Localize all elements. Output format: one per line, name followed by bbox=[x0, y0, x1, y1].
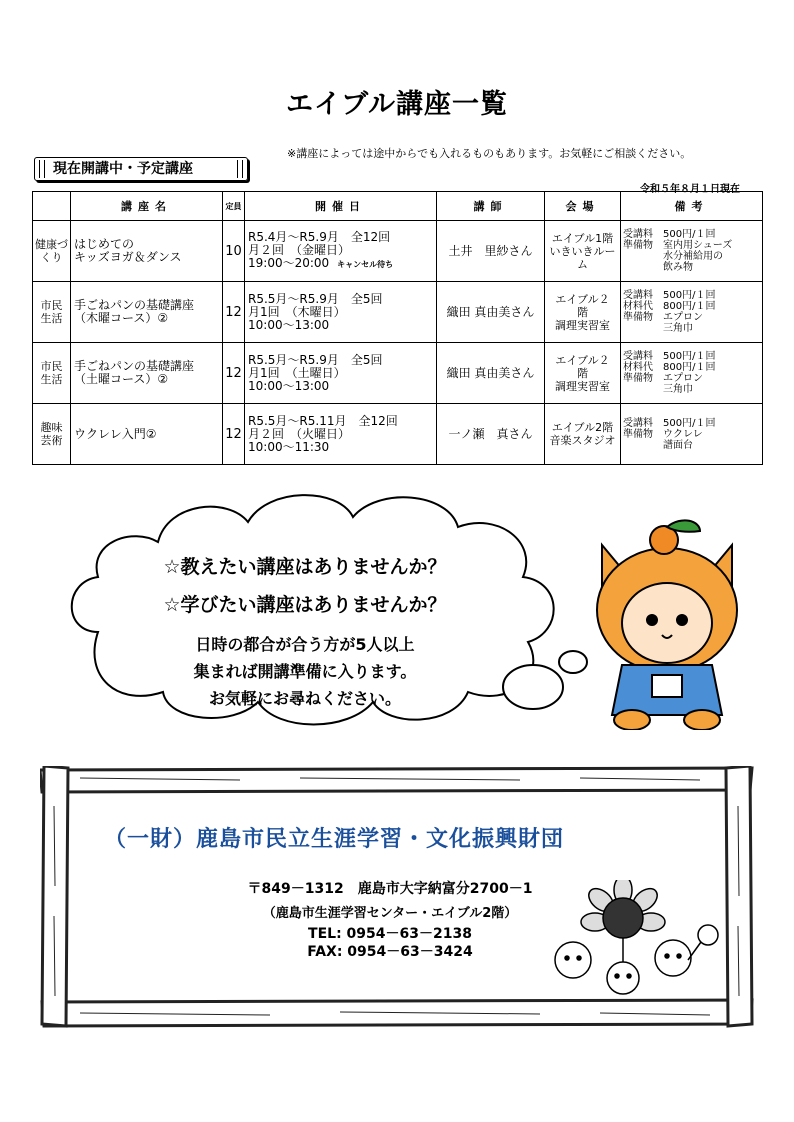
course-capacity: 12 bbox=[223, 343, 245, 404]
header-venue: 会場 bbox=[545, 192, 621, 221]
table-row bbox=[33, 221, 763, 282]
postal-address: 〒849－1312 鹿島市大字納富分2700－1 bbox=[247, 881, 533, 897]
bubble-message-line2: 集まれば開講準備に入ります。 bbox=[193, 662, 417, 681]
course-teacher: 織田 真由美さん bbox=[437, 282, 545, 343]
header-capacity: 定員 bbox=[223, 192, 245, 221]
notice-text: ※講座によっては途中からでも入れるものもあります。お気軽にご相談ください。 bbox=[287, 147, 692, 160]
course-venue: エイブル2階 音楽スタジオ bbox=[545, 404, 621, 465]
telephone-number: TEL: 0954－63－2138 bbox=[308, 926, 472, 942]
header-dates: 開催日 bbox=[245, 192, 437, 221]
fax-number: FAX: 0954－63－3424 bbox=[307, 944, 473, 960]
table-header-row bbox=[33, 192, 763, 221]
course-table bbox=[32, 191, 763, 465]
course-capacity: 12 bbox=[223, 404, 245, 465]
page-title: エイブル講座一覧 bbox=[285, 89, 509, 120]
sunflower-characters-illustration bbox=[543, 880, 723, 1005]
header-teacher: 講師 bbox=[437, 192, 545, 221]
course-category: 趣味 芸術 bbox=[33, 404, 71, 465]
course-venue: エイブル２ 階 調理実習室 bbox=[545, 282, 621, 343]
course-category: 健康づ くり bbox=[33, 221, 71, 282]
course-notes: 受講料 500円/１回 材料代 800円/１回 準備物 エプロン 三角巾 bbox=[621, 282, 763, 343]
course-name: 手ごねパンの基礎講座 （土曜コース）② bbox=[71, 343, 223, 404]
question-teach: ☆教えたい講座はありませんか？ bbox=[163, 556, 447, 578]
course-name: ウクレレ入門② bbox=[71, 404, 223, 465]
header-name: 講座名 bbox=[71, 192, 223, 221]
course-name: はじめての キッズヨガ＆ダンス bbox=[71, 221, 223, 282]
course-notes: 受講料 500円/１回 材料代 800円/１回 準備物 エプロン 三角巾 bbox=[621, 343, 763, 404]
question-learn: ☆学びたい講座はありませんか？ bbox=[163, 594, 447, 616]
building-name: （鹿島市生涯学習センター・エイブル2階） bbox=[262, 906, 518, 921]
course-dates: R5.5月～R5.9月 全5回 月1回 （木曜日） 10:00～13:00 bbox=[245, 282, 437, 343]
course-dates: R5.5月～R5.11月 全12回 月２回 （火曜日） 10:00～11:30 bbox=[245, 404, 437, 465]
section-banner bbox=[34, 157, 248, 181]
course-notes: 受講料 500円/１回 準備物 ウクレレ 譜面台 bbox=[621, 404, 763, 465]
foundation-name: （一財）鹿島市民立生涯学習・文化振興財団 bbox=[104, 827, 565, 852]
table-row bbox=[33, 343, 763, 404]
course-teacher: 織田 真由美さん bbox=[437, 343, 545, 404]
course-dates: R5.4月～R5.9月 全12回 月２回 （金曜日） 19:00～20:00 bbox=[248, 230, 391, 270]
course-name: 手ごねパンの基礎講座 （木曜コース）② bbox=[71, 282, 223, 343]
bubble-message-line3: お気軽にお尋ねください。 bbox=[208, 689, 401, 708]
course-capacity: 10 bbox=[223, 221, 245, 282]
course-teacher: 一ノ瀬 真さん bbox=[437, 404, 545, 465]
course-dates: R5.5月～R5.9月 全5回 月1回 （土曜日） 10:00～13:00 bbox=[245, 343, 437, 404]
waitlist-badge: キャンセル待ち bbox=[337, 260, 394, 269]
table-row bbox=[33, 404, 763, 465]
course-capacity: 12 bbox=[223, 282, 245, 343]
bubble-message-line1: 日時の都合が合う方が5人以上 bbox=[195, 635, 415, 654]
section-banner-label: 現在開講中・予定講座 bbox=[53, 161, 193, 177]
course-teacher: 土井 里紗さん bbox=[437, 221, 545, 282]
header-notes: 備考 bbox=[621, 192, 763, 221]
course-category: 市民 生活 bbox=[33, 282, 71, 343]
course-category: 市民 生活 bbox=[33, 343, 71, 404]
mascot-illustration bbox=[582, 515, 752, 730]
course-venue: エイブル1階 いきいきルー ム bbox=[545, 221, 621, 282]
course-notes: 受講料 500円/１回 準備物 室内用シューズ 水分補給用の 飲み物 bbox=[621, 221, 763, 282]
as-of-date: 令和５年８月１日現在 bbox=[640, 184, 740, 195]
header-category bbox=[33, 192, 71, 221]
course-dates-cell bbox=[245, 221, 437, 282]
table-row bbox=[33, 282, 763, 343]
course-venue: エイブル２ 階 調理実習室 bbox=[545, 343, 621, 404]
